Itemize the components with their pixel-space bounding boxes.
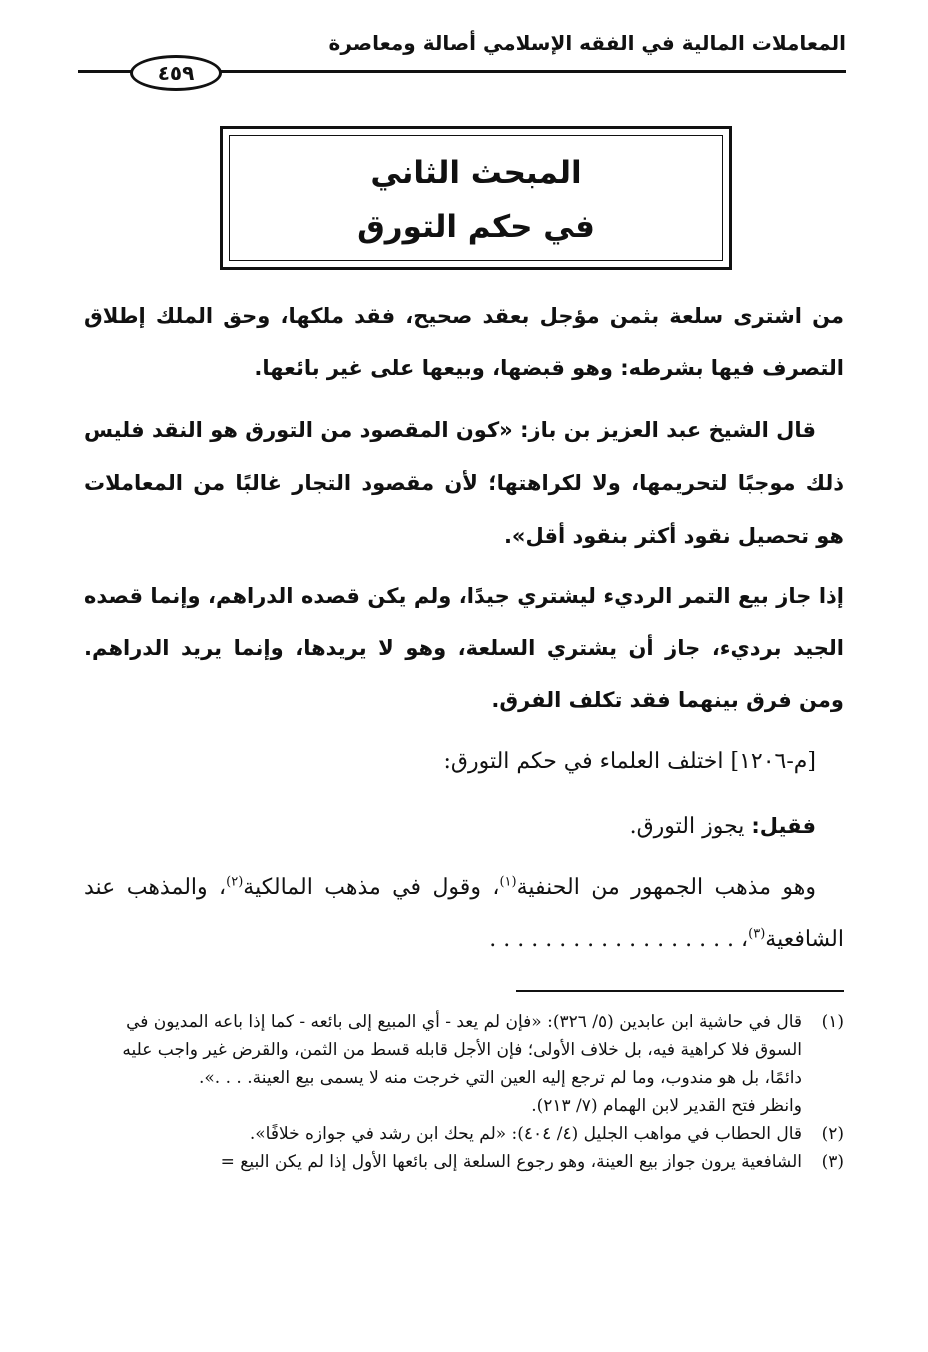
paragraph-5 xyxy=(84,800,844,853)
section-heading: المبحث الثاني xyxy=(370,155,582,191)
opinion-text: يجوز التورق. xyxy=(629,814,752,839)
running-title: المعاملات المالية في الفقه الإسلامي أصالة ومعاصرة xyxy=(328,31,846,55)
footnote-1-text: قال في حاشية ابن عابدين (٥/ ٣٢٦): «فإن لم يعد - أي المبيع إلى بائعه - كما إذا باعه المديون في السوق فلا كراهية فيه، بل خلاف الأولى؛ فإن الأجل قابله قسط من الثمن، والقرض غير واجب عليه دائمًا، بل هو مندوب، وما لم ترجع إليه العين التي خرجت منه لا يسمى بيع العينة. . . .». xyxy=(122,1012,802,1088)
section-title-box xyxy=(220,126,732,270)
paragraph-6-dots: ، . . . . . . . . . . . . . . . . . . xyxy=(489,927,749,952)
footnote-3-text: الشافعية يرون جواز بيع العينة، وهو رجوع السلعة إلى بائعها الأول إذا لم يكن البيع = xyxy=(220,1152,802,1172)
footnote-1-extra: وانظر فتح القدير لابن الهمام (٧/ ٢١٣). xyxy=(531,1096,802,1116)
paragraph-6 xyxy=(84,862,844,966)
footnote-ref-1[interactable]: (١) xyxy=(499,874,517,890)
page-number: ٤٥٩ xyxy=(130,55,222,91)
paragraph-4: [م-١٢٠٦] اختلف العلماء في حكم التورق: xyxy=(443,749,816,774)
opinion-lead: فقيل: xyxy=(751,814,816,838)
footnote-1 xyxy=(84,1008,844,1092)
section-subheading: في حكم التورق xyxy=(357,209,595,245)
footnote-2 xyxy=(84,1120,844,1148)
paragraph-3: إذا جاز بيع التمر الرديء ليشتري جيدًا، ولم يكن قصده الدراهم، وإنما قصده الجيد برديء، جاز أن يشتري السلعة، وهو لا يريدها، وإنما يريد الدراهم. ومن فرق بينهما فقد تكلف الفرق. xyxy=(84,584,844,712)
footnote-2-text: قال الحطاب في مواهب الجليل (٤/ ٤٠٤): «لم يحك ابن رشد في جوازه خلافًا». xyxy=(249,1124,802,1144)
footnote-3 xyxy=(84,1148,844,1176)
paragraph-6-part-b: ، وقول في مذهب المالكية xyxy=(243,875,500,900)
footnote-ref-2[interactable]: (٢) xyxy=(226,874,244,890)
footnote-2-number: (٢) xyxy=(821,1124,844,1144)
footnote-3-number: (٣) xyxy=(821,1152,844,1172)
footnote-separator xyxy=(516,990,844,992)
paragraph-2-text: قال الشيخ عبد العزيز بن باز: «كون المقصود من التورق هو النقد فليس ذلك موجبًا لتحريمها، ولا لكراهتها؛ لأن مقصود التجار غالبًا من المعاملات هو تحصيل نقود أكثر بنقود أقل». xyxy=(84,418,844,548)
footnote-ref-3[interactable]: (٣) xyxy=(748,926,766,942)
paragraph-6-part-c: ، والمذهب عند الشافعية xyxy=(84,875,844,952)
footnotes xyxy=(84,1008,844,1176)
paragraph-6-part-a: وهو مذهب الجمهور من الحنفية xyxy=(516,875,817,900)
footnote-1-number: (١) xyxy=(821,1012,844,1032)
paragraph-1: من اشترى سلعة بثمن مؤجل بعقد صحيح، فقد ملكها، وحق الملك إطلاق التصرف فيها بشرطه: وهو قبضها، وبيعها على غير بائعها. xyxy=(84,304,844,380)
paragraph-2 xyxy=(84,404,844,563)
